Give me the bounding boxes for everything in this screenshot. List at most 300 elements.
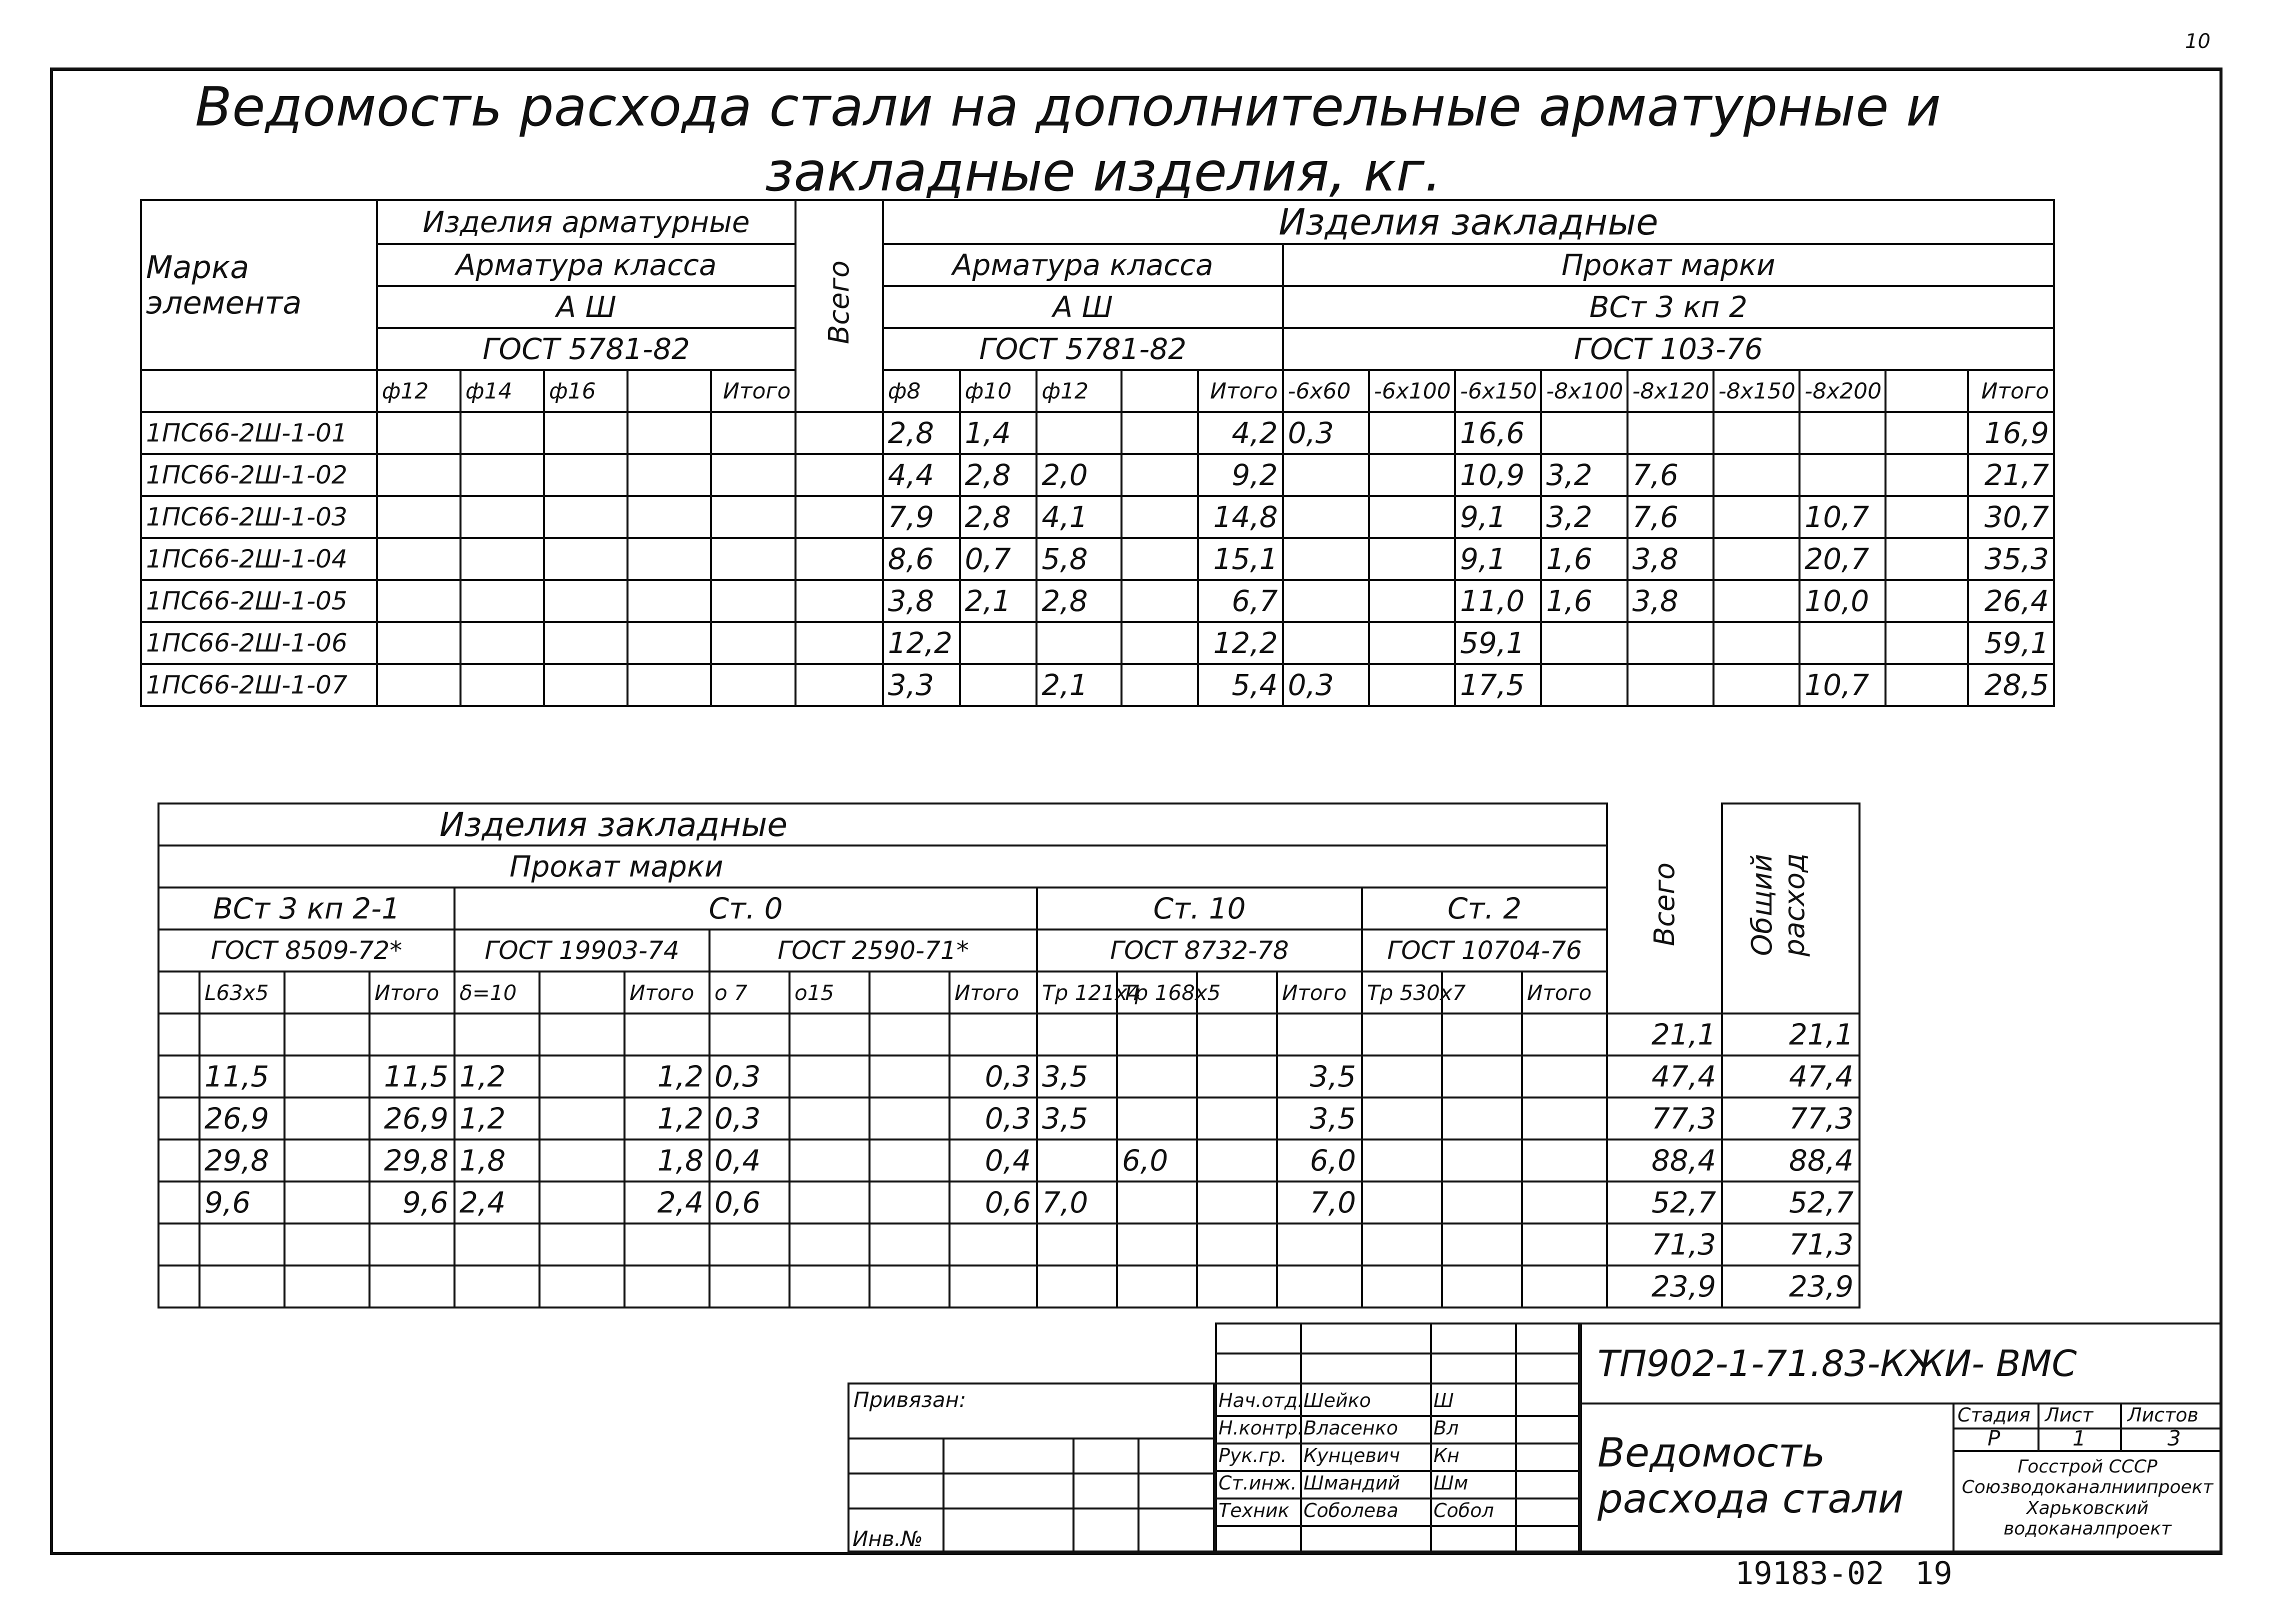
col-header: Итого xyxy=(1968,370,2054,412)
table-row xyxy=(141,580,2054,622)
zakladnye-prokat-cell xyxy=(1283,622,1369,664)
zakladnye-cell: 6,0 xyxy=(1117,1140,1197,1182)
zakladnye-cell: 2,4 xyxy=(454,1182,540,1224)
zakladnye-cell: 11,5 xyxy=(370,1056,454,1098)
element-mark: 1ПС66-2Ш-1-02 xyxy=(141,454,377,496)
zakladnye-cell xyxy=(1362,1266,1442,1308)
zakladnye-cell xyxy=(284,1224,370,1266)
blank-cell xyxy=(158,1098,200,1140)
zakladnye-prokat-cell xyxy=(1886,496,1968,538)
zakladnye-cell xyxy=(284,1014,370,1056)
armaturnye-cell xyxy=(377,454,460,496)
zakladnye-prokat-cell: 0,3 xyxy=(1283,412,1369,454)
signature-mark: Вл xyxy=(1434,1417,1459,1439)
armaturnye-cell xyxy=(711,412,796,454)
signature-name: Шейко xyxy=(1304,1390,1371,1412)
g1-grade: ВСт 3 кп 2-1 xyxy=(158,888,454,930)
col-header: L63х5 xyxy=(200,972,284,1014)
obshchiy-header: Общий расход xyxy=(1722,804,1860,1014)
zakladnye-cell xyxy=(370,1266,454,1308)
zakladnye-cell xyxy=(540,1014,624,1056)
zakladnye-cell xyxy=(200,1224,284,1266)
zakladnye-cell xyxy=(1522,1056,1607,1098)
marka-header: Марка элемента xyxy=(141,200,377,370)
rule xyxy=(848,1472,1215,1474)
stadiya-label: Стадия xyxy=(1958,1404,2030,1426)
obshchiy-cell: 23,9 xyxy=(1722,1266,1860,1308)
table2-group: Изделия закладные xyxy=(158,804,1607,846)
zakladnye-cell xyxy=(1197,1182,1277,1224)
col-header: -8х200 xyxy=(1800,370,1886,412)
document-code: ТП902-1-71.83-КЖИ- ВМС xyxy=(1598,1342,2077,1384)
vsego-cell xyxy=(796,496,882,538)
obshchiy-cell: 52,7 xyxy=(1722,1182,1860,1224)
col-header: Итого xyxy=(711,370,796,412)
zakladnye-cell xyxy=(710,1014,790,1056)
zakladnye-prokat-cell xyxy=(1886,454,1968,496)
armaturnye-klass: Арматура класса xyxy=(377,244,796,286)
rule xyxy=(2120,1402,2122,1450)
zakladnye-cell xyxy=(1117,1056,1197,1098)
zakladnye-arm-cell: 2,8 xyxy=(883,412,960,454)
col-header: ф14 xyxy=(460,370,544,412)
zakladnye-prokat-cell: 20,7 xyxy=(1800,538,1886,580)
zakladnye-cell: 1,2 xyxy=(624,1056,710,1098)
blank-cell xyxy=(158,1140,200,1182)
zakladnye-prokat-cell xyxy=(1628,412,1714,454)
table-row xyxy=(141,664,2054,706)
zakladnye-arm-cell xyxy=(1122,580,1198,622)
title-line-1: Ведомость расхода стали на дополнительные арматурные и xyxy=(195,76,1942,138)
zakladnye-prokat-cell xyxy=(1714,454,1800,496)
vsego-cell: 77,3 xyxy=(1607,1098,1722,1140)
zakladnye-arm-cell: 7,9 xyxy=(883,496,960,538)
zakladnye-prokat-cell xyxy=(1369,496,1455,538)
zakladnye-cell: 1,8 xyxy=(624,1140,710,1182)
col-header: Итого xyxy=(1522,972,1607,1014)
rule xyxy=(1215,1525,1580,1527)
zakladnye-arm-cell: 12,2 xyxy=(1198,622,1282,664)
zakladnye-cell xyxy=(370,1014,454,1056)
g1-gost: ГОСТ 8509-72* xyxy=(158,930,454,972)
zakladnye-prokat-cell: 26,4 xyxy=(1968,580,2054,622)
rule xyxy=(1580,1402,2222,1404)
zakladnye-arm-cell xyxy=(1122,496,1198,538)
archive-number: 19183-02 xyxy=(1735,1555,1884,1592)
zakladnye-prokat-cell: 0,3 xyxy=(1283,664,1369,706)
zakladnye-prokat-cell: 16,9 xyxy=(1968,412,2054,454)
signature-role: Ст.инж. xyxy=(1218,1472,1297,1494)
col-header: о 7 xyxy=(710,972,790,1014)
zakladnye-prokat-cell: 7,6 xyxy=(1628,496,1714,538)
vsego-cell xyxy=(796,664,882,706)
zakladnye-cell xyxy=(1362,1056,1442,1098)
zakladnye-prokat-grade: ВСт 3 кп 2 xyxy=(1283,286,2054,328)
table-2-body xyxy=(158,1014,1860,1308)
armaturnye-cell xyxy=(460,412,544,454)
zakladnye-arm-cell: 0,7 xyxy=(960,538,1037,580)
zakladnye-cell xyxy=(790,1224,870,1266)
armaturnye-gost: ГОСТ 5781-82 xyxy=(377,328,796,370)
zakladnye-prokat-cell: 59,1 xyxy=(1455,622,1541,664)
signature-name: Шмандий xyxy=(1304,1472,1400,1494)
zakladnye-cell xyxy=(200,1014,284,1056)
table-row xyxy=(158,1224,1860,1266)
col-header: -6х150 xyxy=(1455,370,1541,412)
armaturnye-cell xyxy=(377,580,460,622)
vsego-cell xyxy=(796,622,882,664)
zakladnye-cell xyxy=(870,1182,950,1224)
table-row xyxy=(141,412,2054,454)
signature-role: Н.контр. xyxy=(1218,1417,1304,1439)
zakladnye-cell: 0,3 xyxy=(950,1098,1037,1140)
zakladnye-arm-cell: 3,3 xyxy=(883,664,960,706)
zakladnye-prokat-cell: 11,0 xyxy=(1455,580,1541,622)
armaturnye-cell xyxy=(711,664,796,706)
zakladnye-prokat-cell xyxy=(1886,538,1968,580)
armaturnye-cell xyxy=(460,622,544,664)
armaturnye-cell xyxy=(628,664,711,706)
zakladnye-prokat-cell xyxy=(1283,580,1369,622)
g4-grade: Ст. 10 xyxy=(1037,888,1362,930)
zakladnye-prokat-cell: 28,5 xyxy=(1968,664,2054,706)
rule xyxy=(1430,1322,1432,1552)
rule xyxy=(1215,1352,1580,1354)
blank-cell xyxy=(158,972,200,1014)
signature-name: Соболева xyxy=(1304,1500,1398,1522)
col-header: -6х60 xyxy=(1283,370,1369,412)
sheet-title xyxy=(195,75,2045,204)
st0-grade: Ст. 0 xyxy=(454,888,1037,930)
zakladnye-cell: 9,6 xyxy=(200,1182,284,1224)
zakladnye-cell xyxy=(870,1056,950,1098)
col-header: Тр 168х5 xyxy=(1117,972,1197,1014)
zakladnye-cell xyxy=(1362,1014,1442,1056)
page-number: 19 xyxy=(1915,1555,1952,1592)
armaturnye-cell xyxy=(544,664,628,706)
zakladnye-cell xyxy=(1522,1266,1607,1308)
zakladnye-cell xyxy=(870,1098,950,1140)
rule xyxy=(2038,1402,2040,1450)
zakladnye-prokat-cell: 3,8 xyxy=(1628,580,1714,622)
obshchiy-cell: 71,3 xyxy=(1722,1224,1860,1266)
zakladnye-cell xyxy=(1037,1224,1117,1266)
zakladnye-arm-cell: 12,2 xyxy=(883,622,960,664)
zakladnye-cell xyxy=(284,1182,370,1224)
zakladnye-prokat-cell xyxy=(1800,622,1886,664)
zakladnye-cell: 0,4 xyxy=(710,1140,790,1182)
vsego-cell: 47,4 xyxy=(1607,1056,1722,1098)
zakladnye-cell: 26,9 xyxy=(370,1098,454,1140)
signature-role: Нач.отд. xyxy=(1218,1390,1304,1412)
zakladnye-prokat-cell xyxy=(1369,412,1455,454)
zakladnye-cell xyxy=(710,1266,790,1308)
organization: Госстрой СССР Союзводоканалниипроект Харьковский водоканалпроект xyxy=(1962,1456,2214,1540)
zakladnye-prokat-cell: 7,6 xyxy=(1628,454,1714,496)
zakladnye-arm-cell xyxy=(1122,622,1198,664)
zakladnye-cell: 3,5 xyxy=(1037,1056,1117,1098)
zakladnye-cell: 29,8 xyxy=(370,1140,454,1182)
zakladnye-arm-cell xyxy=(1122,454,1198,496)
zakladnye-arm-klass: Арматура класса xyxy=(883,244,1283,286)
zakladnye-prokat-cell: 10,7 xyxy=(1800,496,1886,538)
zakladnye-cell: 1,2 xyxy=(624,1098,710,1140)
zakladnye-prokat-cell: 3,2 xyxy=(1541,454,1627,496)
armaturnye-cell xyxy=(544,538,628,580)
zakladnye-cell: 3,5 xyxy=(1277,1098,1362,1140)
obshchiy-cell: 77,3 xyxy=(1722,1098,1860,1140)
zakladnye-cell: 0,3 xyxy=(710,1056,790,1098)
g4-gost: ГОСТ 8732-78 xyxy=(1037,930,1362,972)
zakladnye-prokat-cell xyxy=(1628,664,1714,706)
zakladnye-arm-cell: 15,1 xyxy=(1198,538,1282,580)
zakladnye-cell xyxy=(1362,1140,1442,1182)
zakladnye-cell xyxy=(624,1266,710,1308)
armaturnye-cell xyxy=(628,412,711,454)
armaturnye-cell xyxy=(460,580,544,622)
vsego2-header: Всего xyxy=(1607,804,1722,1014)
zakladnye-prokat-cell: 59,1 xyxy=(1968,622,2054,664)
zakladnye-arm-cell: 5,8 xyxy=(1036,538,1121,580)
zakladnye-cell xyxy=(1037,1266,1117,1308)
zakladnye-cell xyxy=(1197,1224,1277,1266)
col-header xyxy=(1122,370,1198,412)
zakladnye-cell: 6,0 xyxy=(1277,1140,1362,1182)
zakladnye-arm-cell: 8,6 xyxy=(883,538,960,580)
armaturnye-cell xyxy=(711,538,796,580)
zakladnye-cell xyxy=(284,1056,370,1098)
signature-name: Власенко xyxy=(1304,1417,1398,1439)
armaturnye-cell xyxy=(460,496,544,538)
table-1-body xyxy=(141,412,2054,706)
zakladnye-cell xyxy=(1362,1098,1442,1140)
zakladnye-arm-cell: 6,7 xyxy=(1198,580,1282,622)
zakladnye-cell xyxy=(870,1266,950,1308)
zakladnye-prokat: Прокат марки xyxy=(1283,244,2054,286)
zakladnye-prokat-cell xyxy=(1369,664,1455,706)
col-header xyxy=(628,370,711,412)
col-header xyxy=(1886,370,1968,412)
col-header: ф8 xyxy=(883,370,960,412)
zakladnye-cell: 0,6 xyxy=(710,1182,790,1224)
armaturnye-cell xyxy=(460,538,544,580)
document-name: Ведомость расхода стали xyxy=(1598,1430,1904,1522)
zakladnye-cell xyxy=(1522,1140,1607,1182)
rule xyxy=(1072,1438,1074,1552)
rule xyxy=(942,1438,944,1552)
zakladnye-cell xyxy=(1117,1014,1197,1056)
g2-gost: ГОСТ 19903-74 xyxy=(454,930,710,972)
armaturnye-group: Изделия арматурные xyxy=(377,200,796,244)
zakladnye-cell xyxy=(1442,1266,1522,1308)
zakladnye-cell xyxy=(790,1266,870,1308)
zakladnye-cell xyxy=(1522,1098,1607,1140)
zakladnye-cell xyxy=(1442,1182,1522,1224)
col-header xyxy=(284,972,370,1014)
obshchiy-cell: 88,4 xyxy=(1722,1140,1860,1182)
armaturnye-cell xyxy=(544,622,628,664)
armaturnye-cell xyxy=(628,622,711,664)
zakladnye-cell: 3,5 xyxy=(1037,1098,1117,1140)
zakladnye-cell xyxy=(870,1224,950,1266)
inv-label: Инв.№ xyxy=(852,1526,923,1551)
zakladnye-cell: 3,5 xyxy=(1277,1056,1362,1098)
col-header: Итого xyxy=(1277,972,1362,1014)
vsego-cell: 23,9 xyxy=(1607,1266,1722,1308)
zakladnye-cell xyxy=(870,1140,950,1182)
zakladnye-cell xyxy=(1117,1224,1197,1266)
table-row xyxy=(158,1056,1860,1098)
col-header: -8х100 xyxy=(1541,370,1627,412)
col-header: Тр 530х7 xyxy=(1362,972,1442,1014)
signature-mark: Ш xyxy=(1434,1390,1454,1412)
col-header xyxy=(870,972,950,1014)
table-row xyxy=(141,622,2054,664)
zakladnye-cell xyxy=(454,1014,540,1056)
armaturnye-cell xyxy=(377,538,460,580)
zakladnye-cell: 1,2 xyxy=(454,1056,540,1098)
zakladnye-arm-cell: 4,2 xyxy=(1198,412,1282,454)
element-mark: 1ПС66-2Ш-1-06 xyxy=(141,622,377,664)
col-header: -8х120 xyxy=(1628,370,1714,412)
zakladnye-arm-grade: А Ш xyxy=(883,286,1283,328)
table-row xyxy=(158,1266,1860,1308)
signature-role: Техник xyxy=(1218,1500,1290,1522)
zakladnye-cell: 0,6 xyxy=(950,1182,1037,1224)
zakladnye-cell xyxy=(1362,1224,1442,1266)
steel-table-1 xyxy=(140,199,2055,707)
zakladnye-cell: 0,3 xyxy=(710,1098,790,1140)
zakladnye-prokat-cell xyxy=(1283,454,1369,496)
zakladnye-arm-cell xyxy=(1122,664,1198,706)
armaturnye-cell xyxy=(377,496,460,538)
zakladnye-cell xyxy=(540,1182,624,1224)
armaturnye-cell xyxy=(377,622,460,664)
zakladnye-arm-cell xyxy=(1122,538,1198,580)
zakladnye-cell xyxy=(454,1266,540,1308)
zakladnye-prokat-cell: 1,6 xyxy=(1541,580,1627,622)
zakladnye-cell xyxy=(200,1266,284,1308)
rule xyxy=(1215,1382,1580,1384)
element-mark: 1ПС66-2Ш-1-07 xyxy=(141,664,377,706)
zakladnye-cell xyxy=(1442,1056,1522,1098)
zakladnye-cell xyxy=(284,1098,370,1140)
zakladnye-prokat-cell xyxy=(1714,496,1800,538)
col-header: ф12 xyxy=(1036,370,1121,412)
zakladnye-arm-cell: 14,8 xyxy=(1198,496,1282,538)
vsego-cell: 88,4 xyxy=(1607,1140,1722,1182)
zakladnye-cell xyxy=(1117,1098,1197,1140)
listov-value: 3 xyxy=(2168,1426,2181,1450)
zakladnye-prokat-cell: 10,7 xyxy=(1800,664,1886,706)
armaturnye-cell xyxy=(628,538,711,580)
rule xyxy=(1138,1438,1140,1552)
zakladnye-cell xyxy=(1197,1266,1277,1308)
title-line-2: закладные изделия, кг. xyxy=(765,140,1442,204)
zakladnye-cell xyxy=(1522,1182,1607,1224)
signature-mark: Собол xyxy=(1434,1500,1494,1522)
obshchiy-cell: 21,1 xyxy=(1722,1014,1860,1056)
armaturnye-cell xyxy=(377,664,460,706)
zakladnye-prokat-cell: 10,0 xyxy=(1800,580,1886,622)
table2-prokat: Прокат марки xyxy=(158,846,1607,888)
zakladnye-prokat-cell: 9,1 xyxy=(1455,496,1541,538)
zakladnye-prokat-cell xyxy=(1541,412,1627,454)
zakladnye-cell xyxy=(540,1098,624,1140)
zakladnye-cell: 11,5 xyxy=(200,1056,284,1098)
armaturnye-cell xyxy=(544,496,628,538)
col-header: δ=10 xyxy=(454,972,540,1014)
g5-grade: Ст. 2 xyxy=(1362,888,1607,930)
zakladnye-cell: 9,6 xyxy=(370,1182,454,1224)
zakladnye-cell xyxy=(1197,1056,1277,1098)
blank-cell xyxy=(158,1182,200,1224)
listov-label: Листов xyxy=(2128,1404,2198,1426)
col-header: ф10 xyxy=(960,370,1037,412)
zakladnye-group: Изделия закладные xyxy=(883,200,2054,244)
zakladnye-arm-cell: 2,1 xyxy=(960,580,1037,622)
blank-cell xyxy=(141,370,377,412)
steel-table-2 xyxy=(158,802,1860,1308)
vsego-cell xyxy=(796,454,882,496)
vsego-cell xyxy=(796,412,882,454)
col-header: Итого xyxy=(1198,370,1282,412)
blank-cell xyxy=(158,1266,200,1308)
zakladnye-prokat-cell: 30,7 xyxy=(1968,496,2054,538)
col-header: Тр 121х4 xyxy=(1037,972,1117,1014)
zakladnye-cell xyxy=(540,1266,624,1308)
armaturnye-cell xyxy=(711,580,796,622)
zakladnye-prokat-cell xyxy=(1714,580,1800,622)
blank-cell xyxy=(158,1014,200,1056)
privyazan-label: Привязан: xyxy=(854,1388,966,1412)
zakladnye-cell: 7,0 xyxy=(1277,1182,1362,1224)
element-mark: 1ПС66-2Ш-1-01 xyxy=(141,412,377,454)
zakladnye-cell: 26,9 xyxy=(200,1098,284,1140)
zakladnye-prokat-cell xyxy=(1886,580,1968,622)
signature-mark: Шм xyxy=(1434,1472,1468,1494)
zakladnye-cell xyxy=(790,1140,870,1182)
zakladnye-arm-cell: 5,4 xyxy=(1198,664,1282,706)
zakladnye-arm-cell: 2,0 xyxy=(1036,454,1121,496)
title-block xyxy=(848,1322,2222,1552)
table-row xyxy=(158,1182,1860,1224)
zakladnye-cell: 1,2 xyxy=(454,1098,540,1140)
zakladnye-arm-cell: 4,4 xyxy=(883,454,960,496)
zakladnye-cell xyxy=(1117,1182,1197,1224)
zakladnye-prokat-cell xyxy=(1886,412,1968,454)
zakladnye-cell xyxy=(1117,1266,1197,1308)
zakladnye-arm-cell: 3,8 xyxy=(883,580,960,622)
vsego-header: Всего xyxy=(796,200,882,412)
zakladnye-arm-cell: 1,4 xyxy=(960,412,1037,454)
zakladnye-prokat-cell xyxy=(1283,538,1369,580)
zakladnye-cell: 1,8 xyxy=(454,1140,540,1182)
zakladnye-prokat-cell xyxy=(1541,622,1627,664)
zakladnye-prokat-cell xyxy=(1714,412,1800,454)
zakladnye-cell xyxy=(540,1224,624,1266)
zakladnye-prokat-cell: 10,9 xyxy=(1455,454,1541,496)
col-header: ф12 xyxy=(377,370,460,412)
zakladnye-cell xyxy=(1522,1014,1607,1056)
zakladnye-cell xyxy=(1442,1014,1522,1056)
armaturnye-cell xyxy=(544,580,628,622)
obshchiy-cell: 47,4 xyxy=(1722,1056,1860,1098)
zakladnye-cell xyxy=(790,1056,870,1098)
zakladnye-arm-cell xyxy=(960,664,1037,706)
zakladnye-prokat-cell xyxy=(1369,580,1455,622)
armaturnye-cell xyxy=(628,454,711,496)
